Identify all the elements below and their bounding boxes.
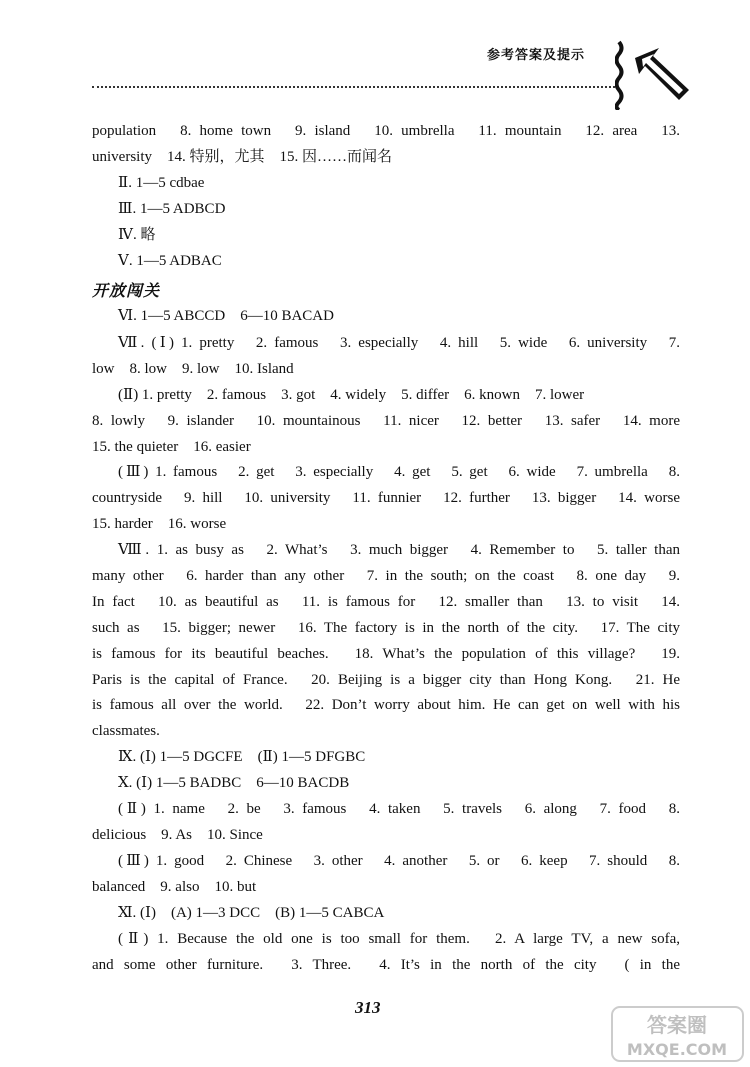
answer-line: Ⅲ. 1—5 ADBCD [118, 201, 226, 217]
answer-line: university 14. 特别，尤其 15. 因……而闻名 [92, 149, 392, 165]
watermark-bottom-text: MXQE.COM [626, 1040, 728, 1059]
answer-line: In fact 10. as beautiful as 11. is famous for 12. smaller than 13. to visit 14. [92, 594, 680, 610]
answer-line: Ⅱ. 1—5 cdbae [118, 175, 205, 191]
answer-line: (Ⅱ) 1. pretty 2. famous 3. got 4. widely 5. differ 6. known 7. lower [118, 387, 585, 403]
answer-line: 15. the quieter 16. easier [92, 439, 251, 455]
answer-line: such as 15. bigger; newer 16. The factory is in the north of the city. 17. The city [92, 620, 680, 636]
section-heading: 开放闯关 [92, 281, 161, 300]
answer-line: (Ⅲ) 1. good 2. Chinese 3. other 4. another 5. or 6. keep 7. should 8. [118, 853, 680, 869]
answer-line: Ⅹ. (Ⅰ) 1—5 BADBC 6—10 BACDB [118, 775, 350, 791]
answer-line: countryside 9. hill 10. university 11. funnier 12. further 13. bigger 14. worse [92, 490, 680, 506]
answer-line: Ⅸ. (Ⅰ) 1—5 DGCFE (Ⅱ) 1—5 DFGBC [118, 749, 366, 765]
answer-line: (Ⅱ) 1. Because the old one is too small for them. 2. A large TV, a new sofa, [118, 931, 680, 947]
page-number: 313 [355, 998, 381, 1017]
answer-line: Paris is the capital of France. 20. Beijing is a bigger city than Hong Kong. 21. He [92, 672, 680, 688]
answer-line: Ⅵ. 1—5 ABCCD 6—10 BACAD [118, 308, 334, 324]
answer-line: is famous all over the world. 22. Don’t worry about him. He can get on well with his [92, 697, 680, 713]
answer-line: many other 6. harder than any other 7. in the south; on the coast 8. one day 9. [92, 568, 680, 584]
answer-line: Ⅷ. 1. as busy as 2. What’s 3. much bigger 4. Remember to 5. taller than [118, 542, 680, 558]
answer-line: Ⅶ. (Ⅰ) 1. pretty 2. famous 3. especially 4. hill 5. wide 6. university 7. [118, 335, 680, 351]
answer-line: Ⅳ. 略 [118, 227, 156, 243]
answer-line: delicious 9. As 10. Since [92, 827, 263, 843]
answer-line: classmates. [92, 723, 160, 739]
answer-line: (Ⅱ) 1. name 2. be 3. famous 4. taken 5. travels 6. along 7. food 8. [118, 801, 680, 817]
answer-line: 8. lowly 9. islander 10. mountainous 11. nicer 12. better 13. safer 14. more [92, 413, 680, 429]
answer-line: low 8. low 9. low 10. Island [92, 361, 294, 377]
answer-line: 15. harder 16. worse [92, 516, 227, 532]
answer-line: Ⅺ. (Ⅰ) (A) 1—3 DCC (B) 1—5 CABCA [118, 905, 385, 921]
answer-line: and some other furniture. 3. Three. 4. It’s in the north of the city ( in the [92, 957, 680, 973]
answer-line: (Ⅲ) 1. famous 2. get 3. especially 4. get 5. get 6. wide 7. umbrella 8. [118, 464, 680, 480]
answer-line: is famous for its beautiful beaches. 18. What’s the population of this village? 19. [92, 646, 680, 662]
watermark-top-text: 答案圈 [647, 1013, 707, 1037]
answer-line: balanced 9. also 10. but [92, 879, 257, 895]
watermark-logo [610, 1005, 745, 1063]
answer-line: population 8. home town 9. island 10. umbrella 11. mountain 12. area 13. [92, 123, 680, 139]
header-title: 参考答案及提示 [487, 48, 586, 63]
answer-line: Ⅴ. 1—5 ADBAC [118, 253, 222, 269]
